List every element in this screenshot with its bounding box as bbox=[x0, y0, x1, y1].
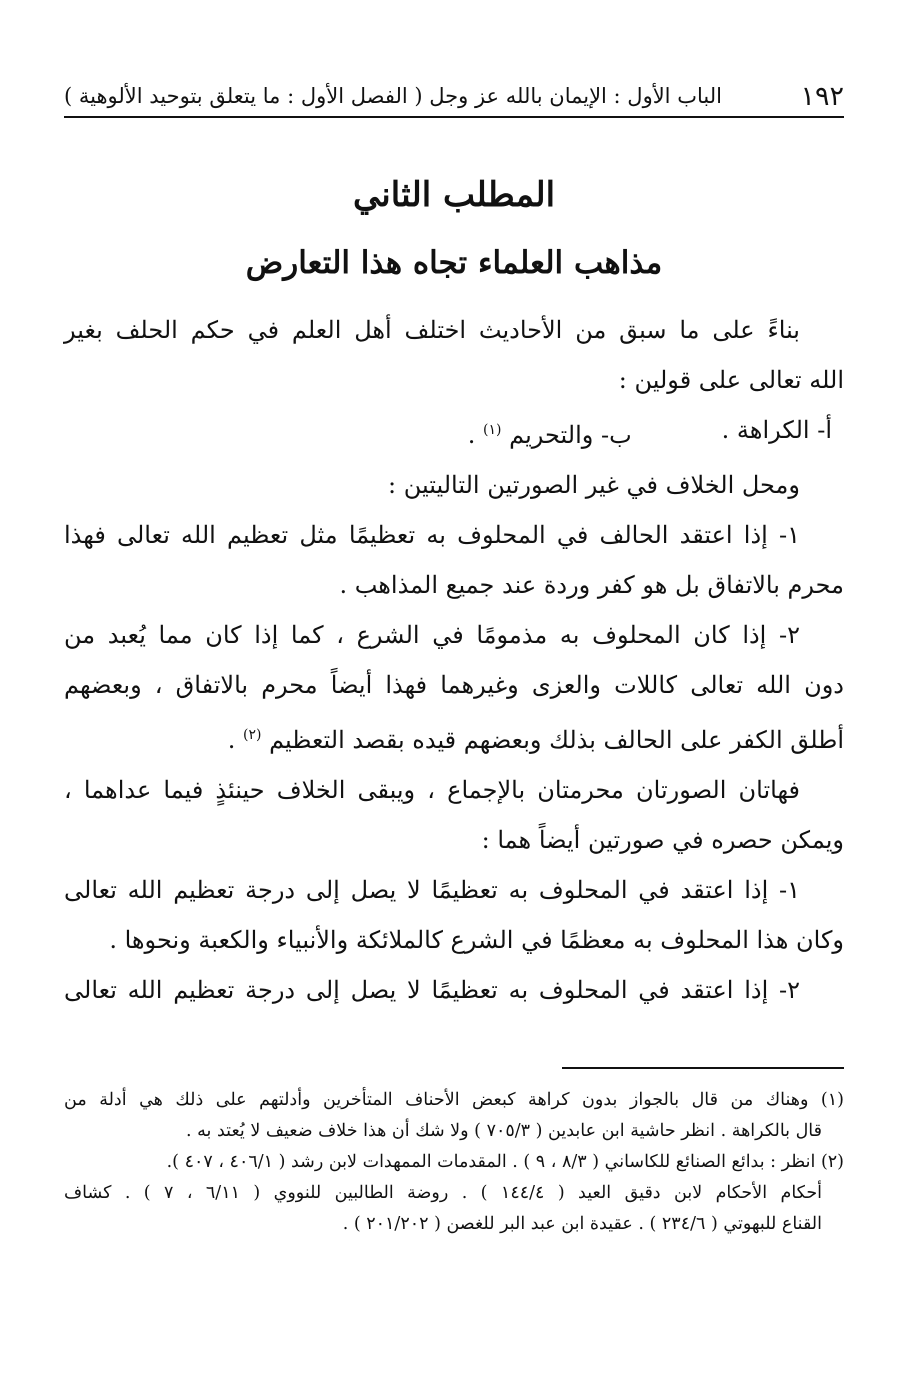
footnote-ref[interactable]: (٢) bbox=[242, 727, 262, 743]
paragraph-end: . bbox=[227, 726, 236, 754]
option-b bbox=[468, 405, 632, 460]
footnote-line: أحكام الأحكام لابن دقيق العيد ( ١٤٤/٤ ) . روضة الطالبين للنووي ( ٦/١١ ، ٧ ) . كشاف bbox=[64, 1183, 822, 1203]
option-a: أ- الكراهة . bbox=[721, 416, 832, 444]
footnote-separator bbox=[562, 1067, 844, 1069]
section-title: المطلب الثاني bbox=[352, 175, 556, 215]
paragraph-line: ١- إذا اعتقد الحالف في المحلوف به تعظيمًا مثل تعظيم الله تعالى فهذا bbox=[64, 521, 800, 549]
running-head: الباب الأول : الإيمان بالله عز وجل ( الفصل الأول : ما يتعلق بتوحيد الألوهية ) bbox=[64, 84, 722, 108]
options-line bbox=[64, 405, 844, 460]
footnote-ref[interactable]: (١) bbox=[483, 422, 502, 438]
body-text bbox=[64, 305, 844, 1015]
option-b-text: ب- والتحريم bbox=[509, 421, 632, 449]
footnote-line: (١) وهناك من قال بالجواز بدون كراهة كبعض الأحناف المتأخرين وأدلتهم على ذلك هي أدلة من bbox=[64, 1090, 844, 1110]
page-header bbox=[64, 80, 844, 118]
paragraph-line: دون الله تعالى كاللات والعزى وغيرهما فهذا أيضاً محرم بالاتفاق ، وبعضهم bbox=[64, 671, 844, 699]
paragraph-line: ويمكن حصره في صورتين أيضاً هما : bbox=[481, 826, 844, 854]
paragraph-line: ومحل الخلاف في غير الصورتين التاليتين : bbox=[388, 471, 800, 499]
paragraph-line: ٢- إذا اعتقد في المحلوف به تعظيمًا لا يصل إلى درجة تعظيم الله تعالى bbox=[64, 976, 800, 1004]
section-heading bbox=[64, 165, 844, 291]
paragraph-text: أطلق الكفر على الحالف بذلك وبعضهم قيده بقصد التعظيم bbox=[269, 726, 844, 754]
page-number: ١٩٢ bbox=[800, 80, 844, 112]
option-b-end: . bbox=[467, 421, 476, 449]
footnotes bbox=[64, 1085, 844, 1240]
paragraph-line: فهاتان الصورتان محرمتان بالإجماع ، ويبقى الخلاف حينئذٍ فيما عداهما ، bbox=[64, 776, 800, 804]
section-subtitle: مذاهب العلماء تجاه هذا التعارض bbox=[245, 245, 663, 281]
paragraph-line: وكان هذا المحلوف به معظمًا في الشرع كالملائكة والأنبياء والكعبة ونحوها . bbox=[109, 926, 844, 954]
paragraph-line bbox=[64, 710, 844, 765]
paragraph-line: محرم بالاتفاق بل هو كفر وردة عند جميع المذاهب . bbox=[339, 571, 844, 599]
paragraph-line: ١- إذا اعتقد في المحلوف به تعظيمًا لا يصل إلى درجة تعظيم الله تعالى bbox=[64, 876, 800, 904]
footnote-line: قال بالكراهة . انظر حاشية ابن عابدين ( ٧٠٥/٣ ) ولا شك أن هذا خلاف ضعيف لا يُعتد به . bbox=[186, 1121, 822, 1141]
paragraph-line: ٢- إذا كان المحلوف به مذمومًا في الشرع ، كما إذا كان مما يُعبد من bbox=[64, 621, 801, 649]
paragraph-line: بناءً على ما سبق من الأحاديث اختلف أهل العلم في حكم الحلف بغير bbox=[64, 316, 800, 344]
footnote-line: (٢) انظر : بدائع الصنائع للكاساني ( ٨/٣ ، ٩ ) . المقدمات الممهدات لابن رشد ( ٤٠٦/١ ، ٤٠٧ ). bbox=[166, 1152, 844, 1172]
paragraph-line: الله تعالى على قولين : bbox=[618, 366, 844, 394]
footnote-line: القناع للبهوتي ( ٢٣٤/٦ ) . عقيدة ابن عبد البر للغصن ( ٢٠١/٢٠٢ ) . bbox=[342, 1214, 822, 1234]
